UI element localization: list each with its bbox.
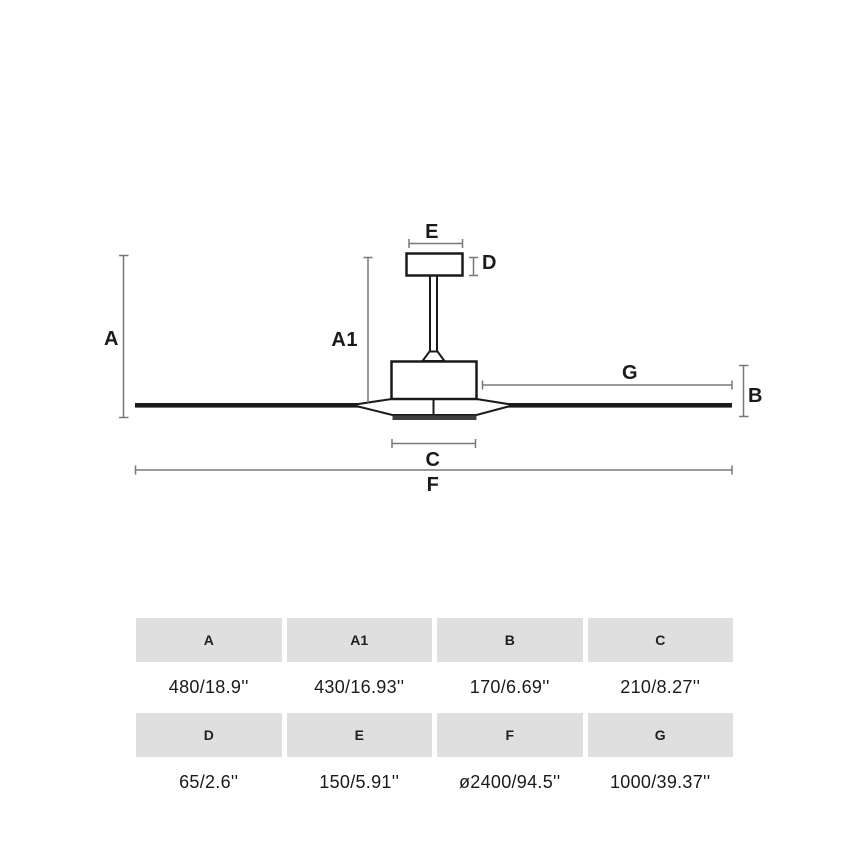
fan-downrod bbox=[430, 276, 437, 352]
table-value-a: 480/18.9'' bbox=[136, 662, 282, 713]
fan-blade-right bbox=[506, 403, 732, 408]
table-header-c: C bbox=[588, 618, 734, 662]
table-header-e: E bbox=[287, 713, 433, 757]
dim-label-g: G bbox=[621, 362, 639, 384]
table-header-b: B bbox=[437, 618, 583, 662]
table-value-e: 150/5.91'' bbox=[287, 757, 433, 808]
table-value-b: 170/6.69'' bbox=[437, 662, 583, 713]
dim-line-g bbox=[483, 381, 733, 390]
table-header-a: A bbox=[136, 618, 282, 662]
dim-label-f: F bbox=[426, 474, 440, 496]
fan-downrod-connector bbox=[423, 352, 445, 362]
fan-blade-left bbox=[135, 403, 362, 408]
dimension-table bbox=[136, 618, 733, 808]
table-value-c: 210/8.27'' bbox=[588, 662, 734, 713]
table-header-f: F bbox=[437, 713, 583, 757]
table-header-a1: A1 bbox=[287, 618, 433, 662]
table-value-a1: 430/16.93'' bbox=[287, 662, 433, 713]
dim-label-e: E bbox=[425, 221, 439, 243]
dim-label-c: C bbox=[425, 449, 441, 471]
table-value-d: 65/2.6'' bbox=[136, 757, 282, 808]
fan-drawing bbox=[135, 254, 732, 421]
table-value-f: ø2400/94.5'' bbox=[437, 757, 583, 808]
dim-line-a1 bbox=[364, 258, 373, 403]
dim-label-a: A bbox=[104, 328, 119, 350]
dim-label-b: B bbox=[748, 385, 763, 407]
table-header-d: D bbox=[136, 713, 282, 757]
dim-label-d: D bbox=[482, 252, 497, 274]
table-value-g: 1000/39.37'' bbox=[588, 757, 734, 808]
dim-line-d bbox=[469, 257, 478, 276]
dim-label-a1: A1 bbox=[331, 329, 358, 351]
fan-motor-housing bbox=[392, 362, 477, 400]
dim-line-a bbox=[119, 255, 129, 418]
table-header-g: G bbox=[588, 713, 734, 757]
fan-bottom-cap bbox=[393, 416, 477, 421]
dim-line-c bbox=[392, 439, 476, 448]
fan-canopy bbox=[407, 254, 463, 276]
